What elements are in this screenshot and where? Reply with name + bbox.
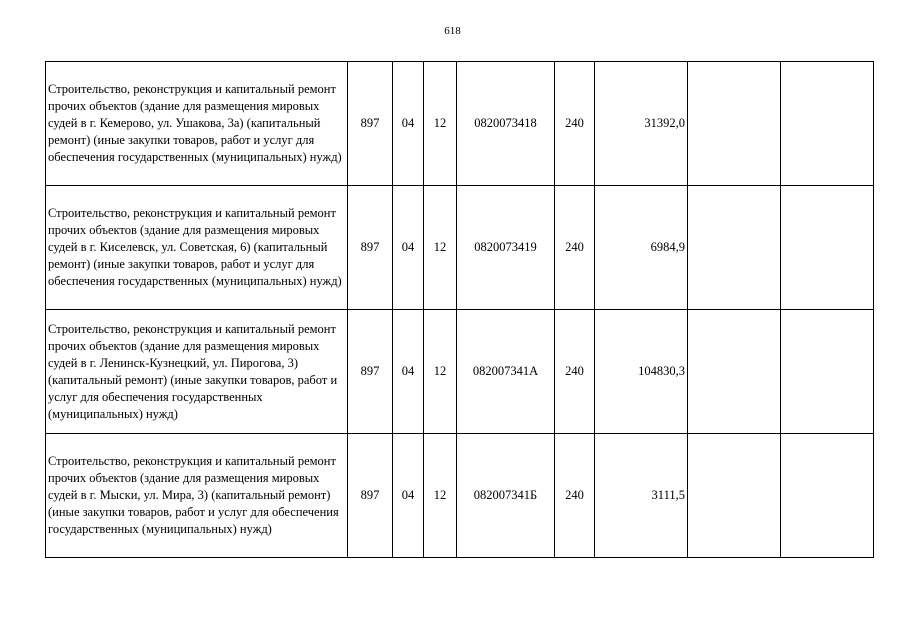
description-cell: Строительство, реконструкция и капитальный ремонт прочих объектов (здание для размещения мировых судей в г. Ленинск-Кузнецкий, ул. Пирогова, 3) (капитальный ремонт) (иные закупки товаров, работ и услуг для обеспечения государственных (муниципальных) нужд) xyxy=(46,310,348,434)
empty-cell xyxy=(781,62,874,186)
budget-table xyxy=(45,61,874,558)
target-article-cell: 0820073418 xyxy=(457,62,555,186)
expense-type-cell: 240 xyxy=(555,434,595,558)
ministry-code-cell: 897 xyxy=(348,310,393,434)
table-row xyxy=(46,434,874,558)
table-row xyxy=(46,310,874,434)
table-row xyxy=(46,62,874,186)
amount-cell: 31392,0 xyxy=(595,62,688,186)
description-cell: Строительство, реконструкция и капитальный ремонт прочих объектов (здание для размещения мировых судей в г. Кемерово, ул. Ушакова, 3а) (капитальный ремонт) (иные закупки товаров, работ и услуг для обеспечения государственных (муниципальных) нужд) xyxy=(46,62,348,186)
target-article-cell: 082007341А xyxy=(457,310,555,434)
subsection-code-cell: 12 xyxy=(424,434,457,558)
empty-cell xyxy=(688,434,781,558)
page-number: 618 xyxy=(444,25,461,37)
amount-cell: 104830,3 xyxy=(595,310,688,434)
section-code-cell: 04 xyxy=(393,62,424,186)
description-cell: Строительство, реконструкция и капитальный ремонт прочих объектов (здание для размещения мировых судей в г. Киселевск, ул. Советская, 6) (капитальный ремонт) (иные закупки товаров, работ и услуг для обеспечения государственных (муниципальных) нужд) xyxy=(46,186,348,310)
section-code-cell: 04 xyxy=(393,310,424,434)
expense-type-cell: 240 xyxy=(555,186,595,310)
expense-type-cell: 240 xyxy=(555,62,595,186)
section-code-cell: 04 xyxy=(393,186,424,310)
ministry-code-cell: 897 xyxy=(348,62,393,186)
amount-cell: 6984,9 xyxy=(595,186,688,310)
amount-cell: 3111,5 xyxy=(595,434,688,558)
empty-cell xyxy=(688,186,781,310)
ministry-code-cell: 897 xyxy=(348,434,393,558)
empty-cell xyxy=(688,310,781,434)
empty-cell xyxy=(781,186,874,310)
table-row xyxy=(46,186,874,310)
empty-cell xyxy=(688,62,781,186)
subsection-code-cell: 12 xyxy=(424,310,457,434)
subsection-code-cell: 12 xyxy=(424,62,457,186)
target-article-cell: 0820073419 xyxy=(457,186,555,310)
section-code-cell: 04 xyxy=(393,434,424,558)
target-article-cell: 082007341Б xyxy=(457,434,555,558)
empty-cell xyxy=(781,310,874,434)
description-cell: Строительство, реконструкция и капитальный ремонт прочих объектов (здание для размещения мировых судей в г. Мыски, ул. Мира, 3) (капитальный ремонт) (иные закупки товаров, работ и услуг для обеспечения государственных (муниципальных) нужд) xyxy=(46,434,348,558)
subsection-code-cell: 12 xyxy=(424,186,457,310)
ministry-code-cell: 897 xyxy=(348,186,393,310)
expense-type-cell: 240 xyxy=(555,310,595,434)
empty-cell xyxy=(781,434,874,558)
